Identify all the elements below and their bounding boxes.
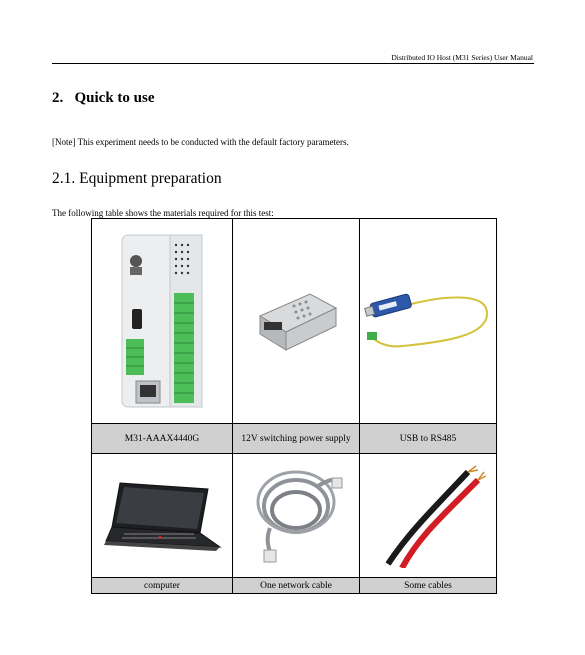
material-image-cell [233, 454, 360, 578]
subsection-title: Equipment preparation [79, 170, 222, 187]
io-module-image [116, 231, 208, 411]
material-image-cell [233, 219, 360, 424]
intro-paragraph: The following table shows the materials required for this test: [52, 208, 274, 218]
material-caption: 12V switching power supply [233, 424, 360, 454]
material-caption: One network cable [233, 578, 360, 594]
usb-rs485-adapter-image [363, 286, 493, 356]
material-caption: M31-AAAX4440G [92, 424, 233, 454]
running-header: Distributed IO Host (M31 Series) User Manual [391, 53, 533, 62]
material-image-cell [92, 219, 233, 424]
material-caption: USB to RS485 [360, 424, 497, 454]
section-heading [52, 90, 155, 107]
power-supply-image [250, 286, 342, 356]
material-caption: Some cables [360, 578, 497, 594]
cables-image [368, 464, 488, 568]
note-paragraph: [Note] This experiment needs to be conducted with the default factory parameters. [52, 137, 349, 147]
material-caption: computer [92, 578, 233, 594]
subsection-heading [52, 170, 222, 188]
header-rule [52, 63, 534, 64]
section-title: Quick to use [74, 90, 155, 106]
subsection-number: 2.1. [52, 170, 76, 187]
material-image-cell [360, 454, 497, 578]
material-image-cell [360, 219, 497, 424]
network-cable-image [248, 466, 344, 566]
laptop-image [100, 475, 224, 557]
materials-table [91, 218, 497, 594]
material-image-cell [92, 454, 233, 578]
section-number: 2. [52, 90, 64, 106]
